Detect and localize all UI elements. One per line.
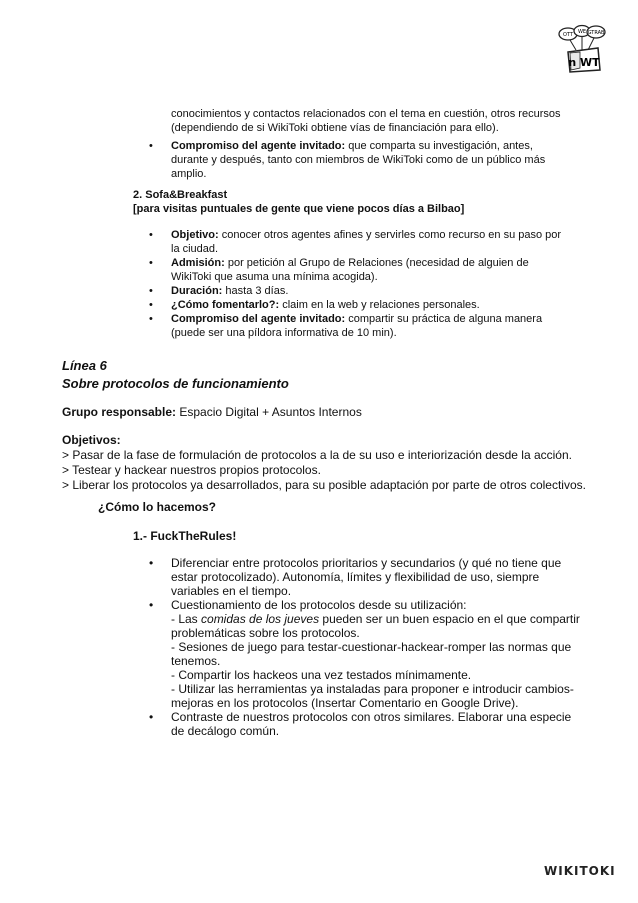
bullet: • bbox=[149, 598, 154, 612]
compromiso-2-line-1 bbox=[171, 312, 542, 326]
comidas-jueves-italic: comidas de los jueves bbox=[201, 612, 320, 626]
bullet-2-pre: - Las bbox=[171, 612, 202, 626]
duracion-text: hasta 3 días. bbox=[225, 285, 289, 297]
grupo-responsable bbox=[62, 405, 362, 420]
compromiso-1-line-2: durante y después, tanto con miembros de WikiToki como de un público más bbox=[171, 154, 546, 166]
objetivo-label: Objetivo: bbox=[171, 229, 219, 241]
wikitoki-logo-icon bbox=[556, 22, 606, 74]
admision-line-1 bbox=[171, 256, 529, 270]
cont-line-2: (dependiendo de si WikiToki obtiene vías de financiación para ello). bbox=[171, 122, 499, 134]
objetivo-line-1 bbox=[171, 228, 561, 242]
grupo-label: Grupo responsable: bbox=[62, 405, 177, 419]
bullet-2-line-4: - Sesiones de juego para testar-cuestionar-hackear-romper las normas que bbox=[171, 640, 572, 654]
fomentarlo-line bbox=[171, 298, 480, 312]
logo-word-1: OTT bbox=[563, 32, 573, 38]
logo-word-3: GTRAB bbox=[587, 30, 605, 36]
objetivo-item-3: > Liberar los protocolos ya desarrollados, para su posible adaptación por parte de otros colectivos. bbox=[62, 478, 586, 492]
bullet: • bbox=[149, 140, 153, 152]
objetivo-item-2: > Testear y hackear nuestros propios protocolos. bbox=[62, 463, 321, 477]
compromiso-2-line-2: (puede ser una píldora informativa de 10 min). bbox=[171, 327, 397, 339]
bullet-3-line-2: de decálogo común. bbox=[171, 724, 280, 738]
linea-6-title: Línea 6 bbox=[62, 358, 107, 373]
bullet-2-line-3: problemáticas sobre los protocolos. bbox=[171, 626, 360, 640]
objetivos-title: Objetivos: bbox=[62, 433, 121, 447]
cont-line-1: conocimientos y contactos relacionados con el tema en cuestión, otros recursos bbox=[171, 108, 561, 120]
sofa-title: 2. Sofa&Breakfast bbox=[133, 189, 228, 201]
compromiso-1-line-3: amplio. bbox=[171, 168, 207, 180]
grupo-text: Espacio Digital + Asuntos Internos bbox=[179, 405, 362, 419]
bullet-1-line-1: Diferenciar entre protocolos prioritarios y secundarios (y qué no tiene que bbox=[171, 556, 562, 570]
bullet-2-line-5: tenemos. bbox=[171, 654, 221, 668]
admision-label: Admisión: bbox=[171, 257, 225, 269]
bullet: • bbox=[149, 285, 153, 297]
bullet: • bbox=[149, 257, 153, 269]
bullet: • bbox=[149, 299, 153, 311]
bullet: • bbox=[149, 710, 154, 724]
bullet-2-line-6: - Compartir los hackeos una vez testados mínimamente. bbox=[171, 668, 472, 682]
fomentarlo-label: ¿Cómo fomentarlo?: bbox=[171, 299, 280, 311]
bullet: • bbox=[149, 229, 153, 241]
duracion-line bbox=[171, 284, 288, 298]
compromiso-1-label: Compromiso del agente invitado: bbox=[171, 140, 346, 152]
wikitoki-wordmark: WIKITOKI bbox=[544, 864, 616, 878]
objetivo-line-2: la ciudad. bbox=[171, 243, 219, 255]
objetivo-item-1: > Pasar de la fase de formulación de protocolos a la de su uso e interiorización desde la acción. bbox=[62, 448, 572, 462]
bullet: • bbox=[149, 556, 154, 570]
compromiso-1-text: que comparta su investigación, antes, bbox=[348, 140, 533, 152]
admision-text: por petición al Grupo de Relaciones (necesidad de alguien de bbox=[227, 257, 529, 269]
bullet: • bbox=[149, 313, 153, 325]
logo-letters: n WT bbox=[568, 56, 600, 69]
bullet-2-post: pueden ser un buen espacio en el que compartir bbox=[319, 612, 580, 626]
bullet-2-line-7: - Utilizar las herramientas ya instaladas para proponer e introducir cambios- bbox=[171, 682, 574, 696]
como-lo-hacemos-title: ¿Cómo lo hacemos? bbox=[98, 500, 217, 514]
bullet-2-line-8: mejoras en los protocolos (Insertar Comentario en Google Drive). bbox=[171, 696, 519, 710]
bullet-1-line-2: estar protocolizado). Autonomía, límites y flexibilidad de uso, siempre bbox=[171, 570, 540, 584]
linea-6-subtitle: Sobre protocolos de funcionamiento bbox=[62, 376, 289, 391]
duracion-label: Duración: bbox=[171, 285, 223, 297]
bullet-3-line-1: Contraste de nuestros protocolos con otros similares. Elaborar una especie bbox=[171, 710, 572, 724]
compromiso-2-label: Compromiso del agente invitado: bbox=[171, 313, 346, 325]
bullet-1-line-3: variables en el tiempo. bbox=[171, 584, 292, 598]
fomentarlo-text: claim en la web y relaciones personales. bbox=[282, 299, 480, 311]
fuck-the-rules-title: 1.- FuckTheRules! bbox=[133, 529, 237, 543]
logo-word-2: WE bbox=[577, 29, 587, 35]
bullet-2-line-1: Cuestionamiento de los protocolos desde su utilización: bbox=[171, 598, 467, 612]
bullet-2-line-2 bbox=[171, 612, 580, 627]
admision-line-2: WikiToki que asuma una mínima acogida). bbox=[171, 271, 378, 283]
compromiso-1-line-1 bbox=[171, 139, 533, 153]
compromiso-2-text: compartir su práctica de alguna manera bbox=[348, 313, 543, 325]
sofa-subtitle: [para visitas puntuales de gente que viene pocos días a Bilbao] bbox=[133, 203, 465, 215]
objetivo-text: conocer otros agentes afines y servirles como recurso en su paso por bbox=[221, 229, 562, 241]
